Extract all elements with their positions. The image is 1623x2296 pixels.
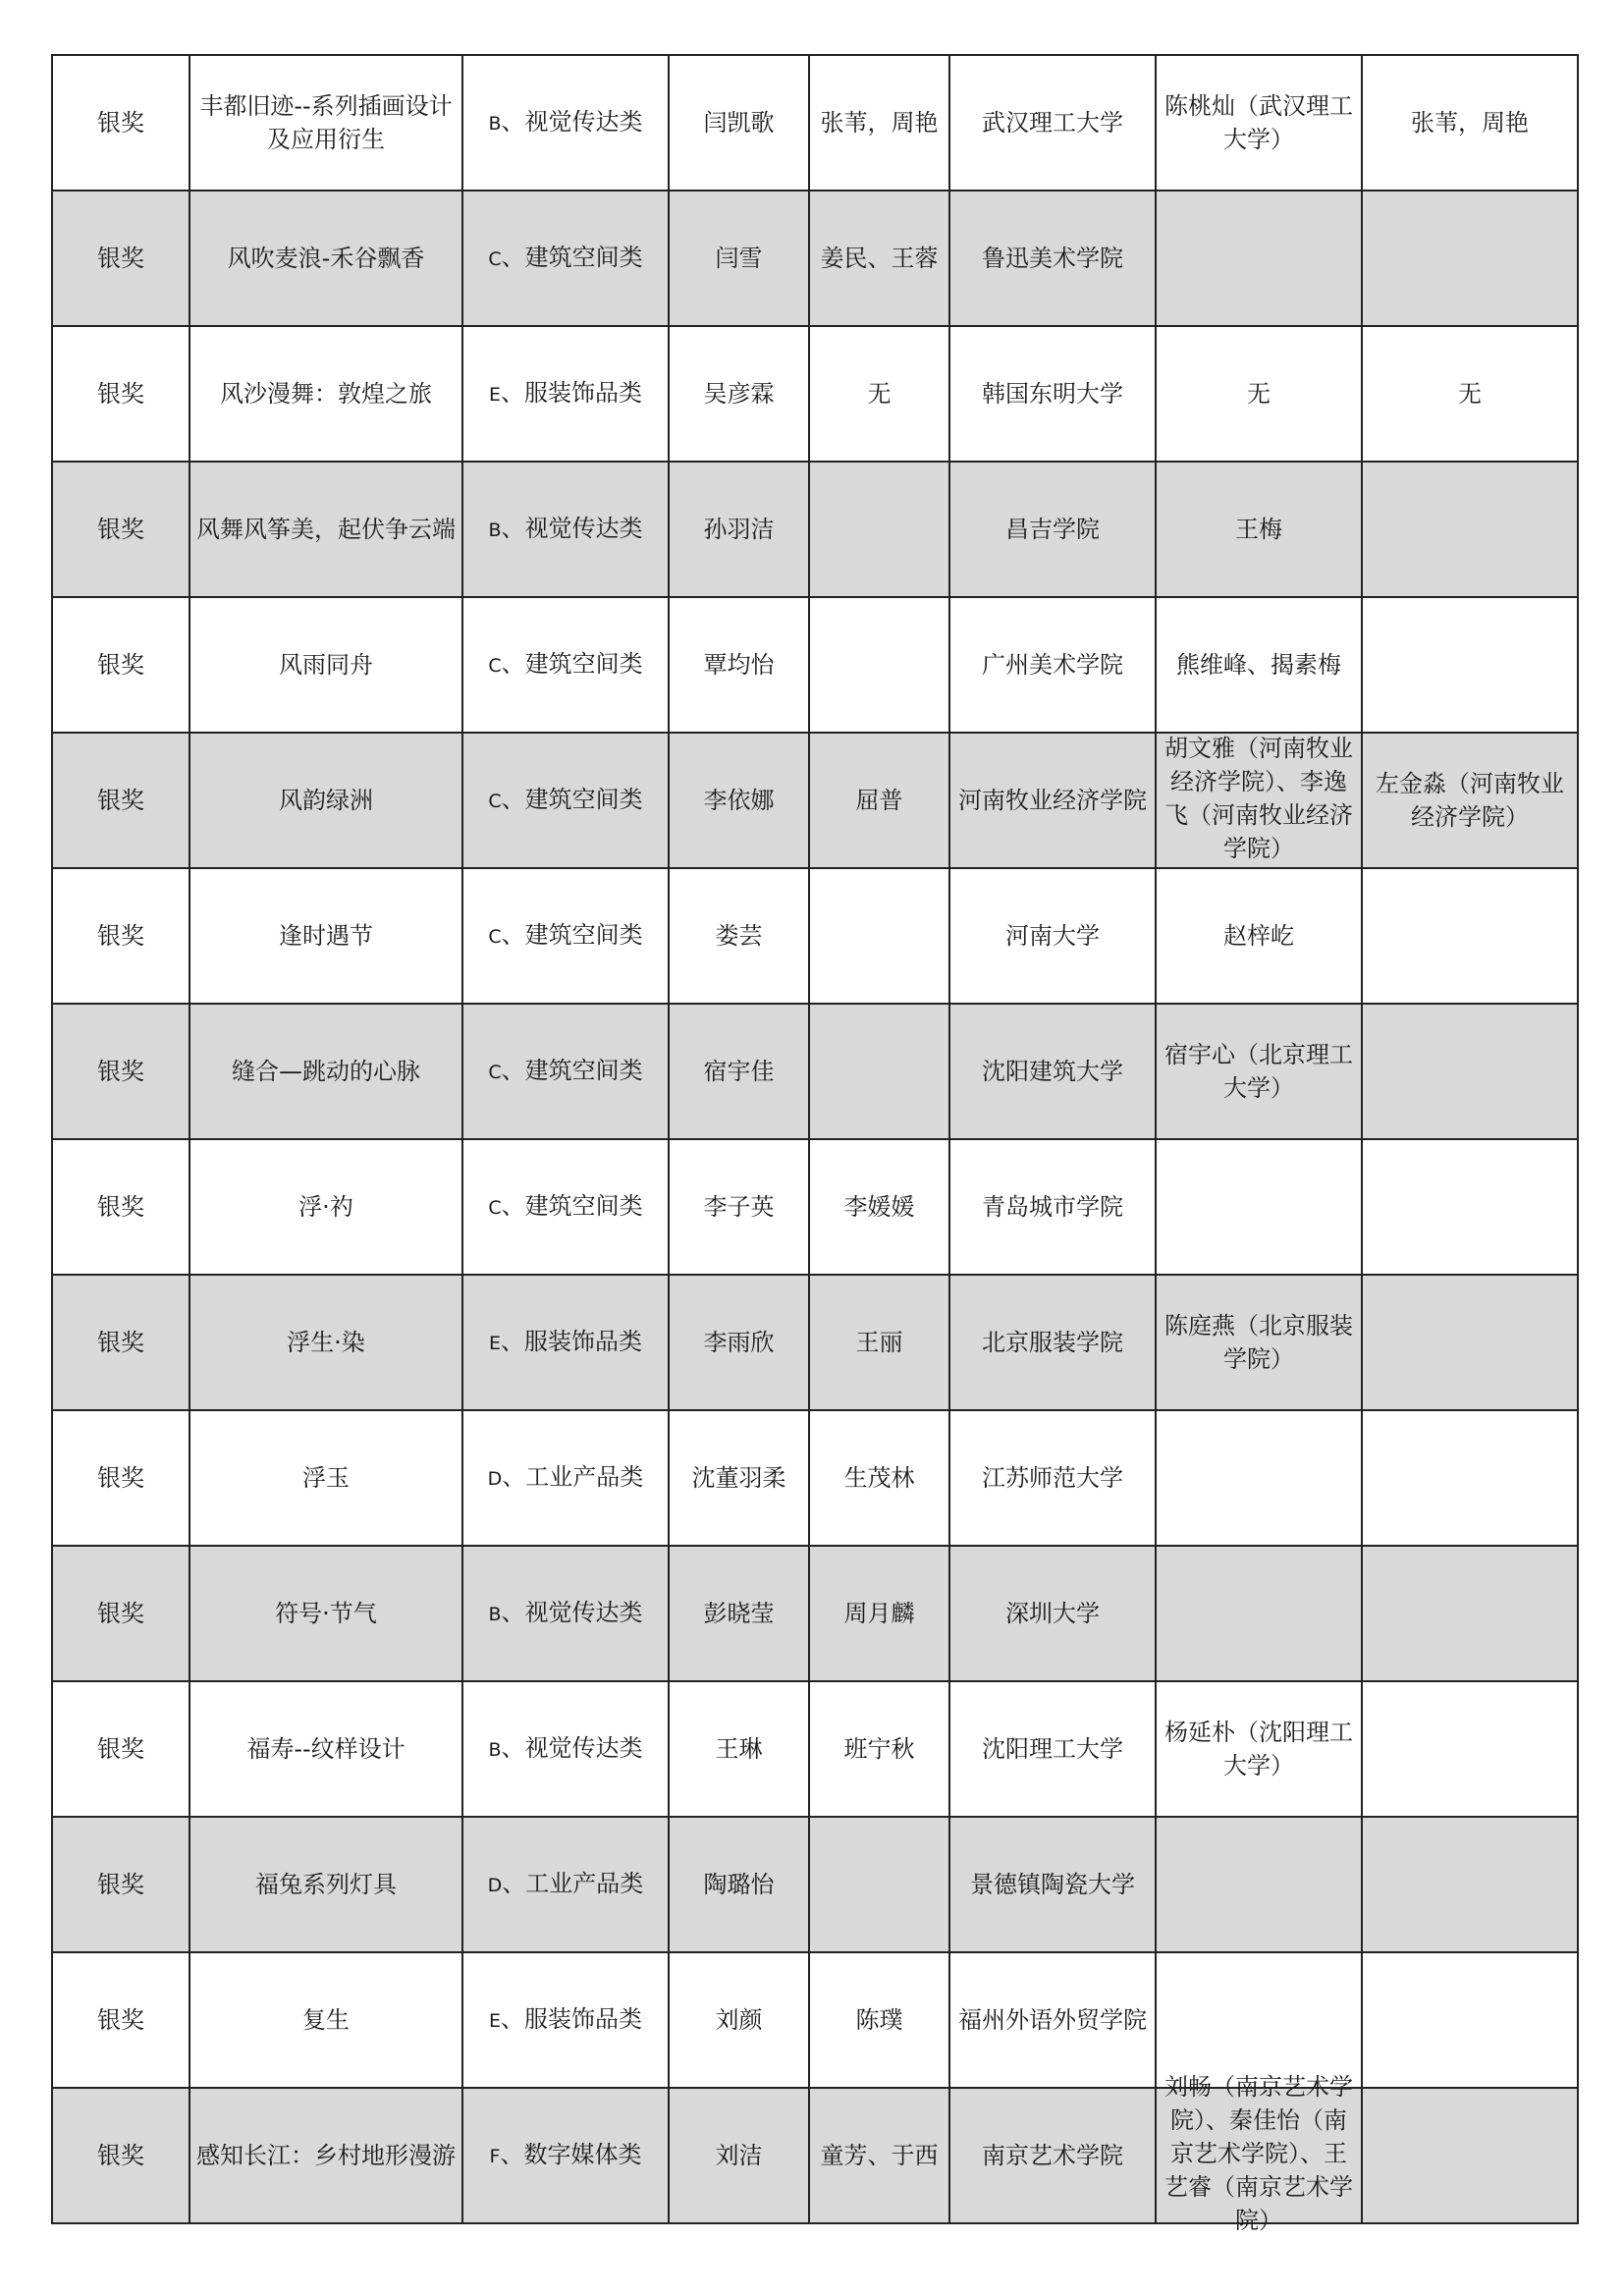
award-cell: 银奖 [52,326,189,462]
author-cell: 娄芸 [669,868,809,1004]
category-cell: B、视觉传达类 [462,462,669,597]
work-title-cell: 感知长江：乡村地形漫游 [189,2088,462,2223]
author-cell: 李雨欣 [669,1275,809,1410]
school-cell: 河南牧业经济学院 [949,733,1156,868]
table-row [52,733,1578,868]
category-cell: C、建筑空间类 [462,1004,669,1139]
advisor-cell: 王梅 [1156,462,1362,597]
work-title-cell: 复生 [189,1952,462,2088]
advisor-cell [1156,1546,1362,1681]
category-cell: E、服装饰品类 [462,1952,669,2088]
award-table [51,54,1579,2234]
author-cell: 沈董羽柔 [669,1410,809,1546]
extra-cell [1362,1546,1578,1681]
table-row [52,1546,1578,1681]
author-cell: 王琳 [669,1681,809,1817]
author-cell: 彭晓莹 [669,1546,809,1681]
award-cell: 银奖 [52,597,189,733]
table-row [52,868,1578,1004]
category-cell: C、建筑空间类 [462,868,669,1004]
extra-cell [1362,1817,1578,1952]
school-cell: 沈阳建筑大学 [949,1004,1156,1139]
author-cell: 孙羽洁 [669,462,809,597]
author-cell: 宿宇佳 [669,1004,809,1139]
advisor-cell [1156,1952,1362,2088]
work-title-cell: 福寿--纹样设计 [189,1681,462,1817]
members-cell: 无 [809,326,949,462]
category-cell: E、服装饰品类 [462,1275,669,1410]
members-cell [809,462,949,597]
author-cell: 刘颜 [669,1952,809,2088]
advisor-cell [1156,1139,1362,1275]
work-title-cell: 风韵绿洲 [189,733,462,868]
category-cell: C、建筑空间类 [462,1139,669,1275]
advisor-cell: 宿宇心（北京理工大学） [1156,1004,1362,1139]
extra-cell: 张苇，周艳 [1362,55,1578,191]
category-cell: F、数字媒体类 [462,2088,669,2223]
author-cell: 陶璐怡 [669,1817,809,1952]
members-cell [809,597,949,733]
advisor-cell: 杨延朴（沈阳理工大学） [1156,1681,1362,1817]
advisor-cell: 熊维峰、揭素梅 [1156,597,1362,733]
members-cell: 李媛媛 [809,1139,949,1275]
school-cell: 景德镇陶瓷大学 [949,1817,1156,1952]
work-title-cell: 浮生·染 [189,1275,462,1410]
school-cell: 韩国东明大学 [949,326,1156,462]
author-cell: 闫凯歌 [669,55,809,191]
school-cell: 鲁迅美术学院 [949,191,1156,326]
members-cell [809,1004,949,1139]
members-cell: 张苇，周艳 [809,55,949,191]
extra-cell [1362,462,1578,597]
table-row [52,1004,1578,1139]
category-cell: B、视觉传达类 [462,55,669,191]
advisor-cell: 胡文雅（河南牧业经济学院）、李逸飞（河南牧业经济学院） [1156,733,1362,868]
members-cell: 周月麟 [809,1546,949,1681]
advisor-cell: 陈桃灿（武汉理工大学） [1156,55,1362,191]
work-title-cell: 浮·礿 [189,1139,462,1275]
school-cell: 江苏师范大学 [949,1410,1156,1546]
school-cell: 广州美术学院 [949,597,1156,733]
members-cell: 生茂林 [809,1410,949,1546]
category-cell: C、建筑空间类 [462,191,669,326]
author-cell: 覃均怡 [669,597,809,733]
advisor-cell: 刘畅（南京艺术学院）、秦佳怡（南京艺术学院）、王艺睿（南京艺术学院） [1156,2088,1362,2223]
members-cell [809,1817,949,1952]
school-cell: 深圳大学 [949,1546,1156,1681]
members-cell: 姜民、王蓉 [809,191,949,326]
table-row [52,55,1578,191]
award-cell: 银奖 [52,1139,189,1275]
award-cell: 银奖 [52,2088,189,2223]
extra-cell [1362,1952,1578,2088]
extra-cell [1362,868,1578,1004]
award-cell: 银奖 [52,55,189,191]
members-cell: 班宁秋 [809,1681,949,1817]
work-title-cell: 符号·节气 [189,1546,462,1681]
table-row [52,1410,1578,1546]
award-cell: 银奖 [52,1952,189,2088]
advisor-cell: 无 [1156,326,1362,462]
award-cell: 银奖 [52,1275,189,1410]
table-row [52,462,1578,597]
award-cell: 银奖 [52,1410,189,1546]
extra-cell [1362,1139,1578,1275]
school-cell: 武汉理工大学 [949,55,1156,191]
award-cell: 银奖 [52,1681,189,1817]
work-title-cell: 风舞风筝美，起伏争云端 [189,462,462,597]
extra-cell [1362,2088,1578,2223]
work-title-cell: 缝合—跳动的心脉 [189,1004,462,1139]
school-cell: 青岛城市学院 [949,1139,1156,1275]
extra-cell [1362,1004,1578,1139]
author-cell: 吴彦霖 [669,326,809,462]
table-row [52,191,1578,326]
table-row [52,1952,1578,2088]
table-body [52,55,1578,2234]
extra-cell [1362,191,1578,326]
school-cell: 昌吉学院 [949,462,1156,597]
advisor-cell: 陈庭燕（北京服装学院） [1156,1275,1362,1410]
award-cell: 银奖 [52,868,189,1004]
extra-cell [1362,1275,1578,1410]
author-cell: 李依娜 [669,733,809,868]
table-row [52,1139,1578,1275]
award-cell: 银奖 [52,1004,189,1139]
table-row [52,1681,1578,1817]
table-row [52,2088,1578,2223]
work-title-cell: 丰都旧迹--系列插画设计及应用衍生 [189,55,462,191]
award-cell: 银奖 [52,1546,189,1681]
members-cell: 童芳、于西 [809,2088,949,2223]
author-cell: 刘洁 [669,2088,809,2223]
members-cell: 陈璞 [809,1952,949,2088]
award-cell: 银奖 [52,1817,189,1952]
extra-cell [1362,1681,1578,1817]
table-row [52,1817,1578,1952]
work-title-cell: 风雨同舟 [189,597,462,733]
advisor-cell [1156,191,1362,326]
school-cell: 北京服装学院 [949,1275,1156,1410]
work-title-cell: 福兔系列灯具 [189,1817,462,1952]
members-cell: 王丽 [809,1275,949,1410]
extra-cell [1362,597,1578,733]
advisor-cell: 赵梓屹 [1156,868,1362,1004]
author-cell: 闫雪 [669,191,809,326]
school-cell: 南京艺术学院 [949,2088,1156,2223]
category-cell: C、建筑空间类 [462,597,669,733]
school-cell: 沈阳理工大学 [949,1681,1156,1817]
extra-cell [1362,1410,1578,1546]
category-cell: C、建筑空间类 [462,733,669,868]
school-cell: 福州外语外贸学院 [949,1952,1156,2088]
award-cell: 银奖 [52,191,189,326]
members-cell [809,868,949,1004]
extra-cell: 左金淼（河南牧业经济学院） [1362,733,1578,868]
category-cell: B、视觉传达类 [462,1681,669,1817]
work-title-cell: 风沙漫舞：敦煌之旅 [189,326,462,462]
category-cell: E、服装饰品类 [462,326,669,462]
award-cell: 银奖 [52,733,189,868]
category-cell: B、视觉传达类 [462,1546,669,1681]
extra-cell: 无 [1362,326,1578,462]
work-title-cell: 逢时遇节 [189,868,462,1004]
award-cell: 银奖 [52,462,189,597]
advisor-cell [1156,1817,1362,1952]
work-title-cell: 浮玉 [189,1410,462,1546]
advisor-cell [1156,1410,1362,1546]
table-row [52,597,1578,733]
category-cell: D、工业产品类 [462,1817,669,1952]
category-cell: D、工业产品类 [462,1410,669,1546]
school-cell: 河南大学 [949,868,1156,1004]
table-row [52,326,1578,462]
work-title-cell: 风吹麦浪-禾谷飘香 [189,191,462,326]
author-cell: 李子英 [669,1139,809,1275]
members-cell: 屈普 [809,733,949,868]
table-row [52,1275,1578,1410]
